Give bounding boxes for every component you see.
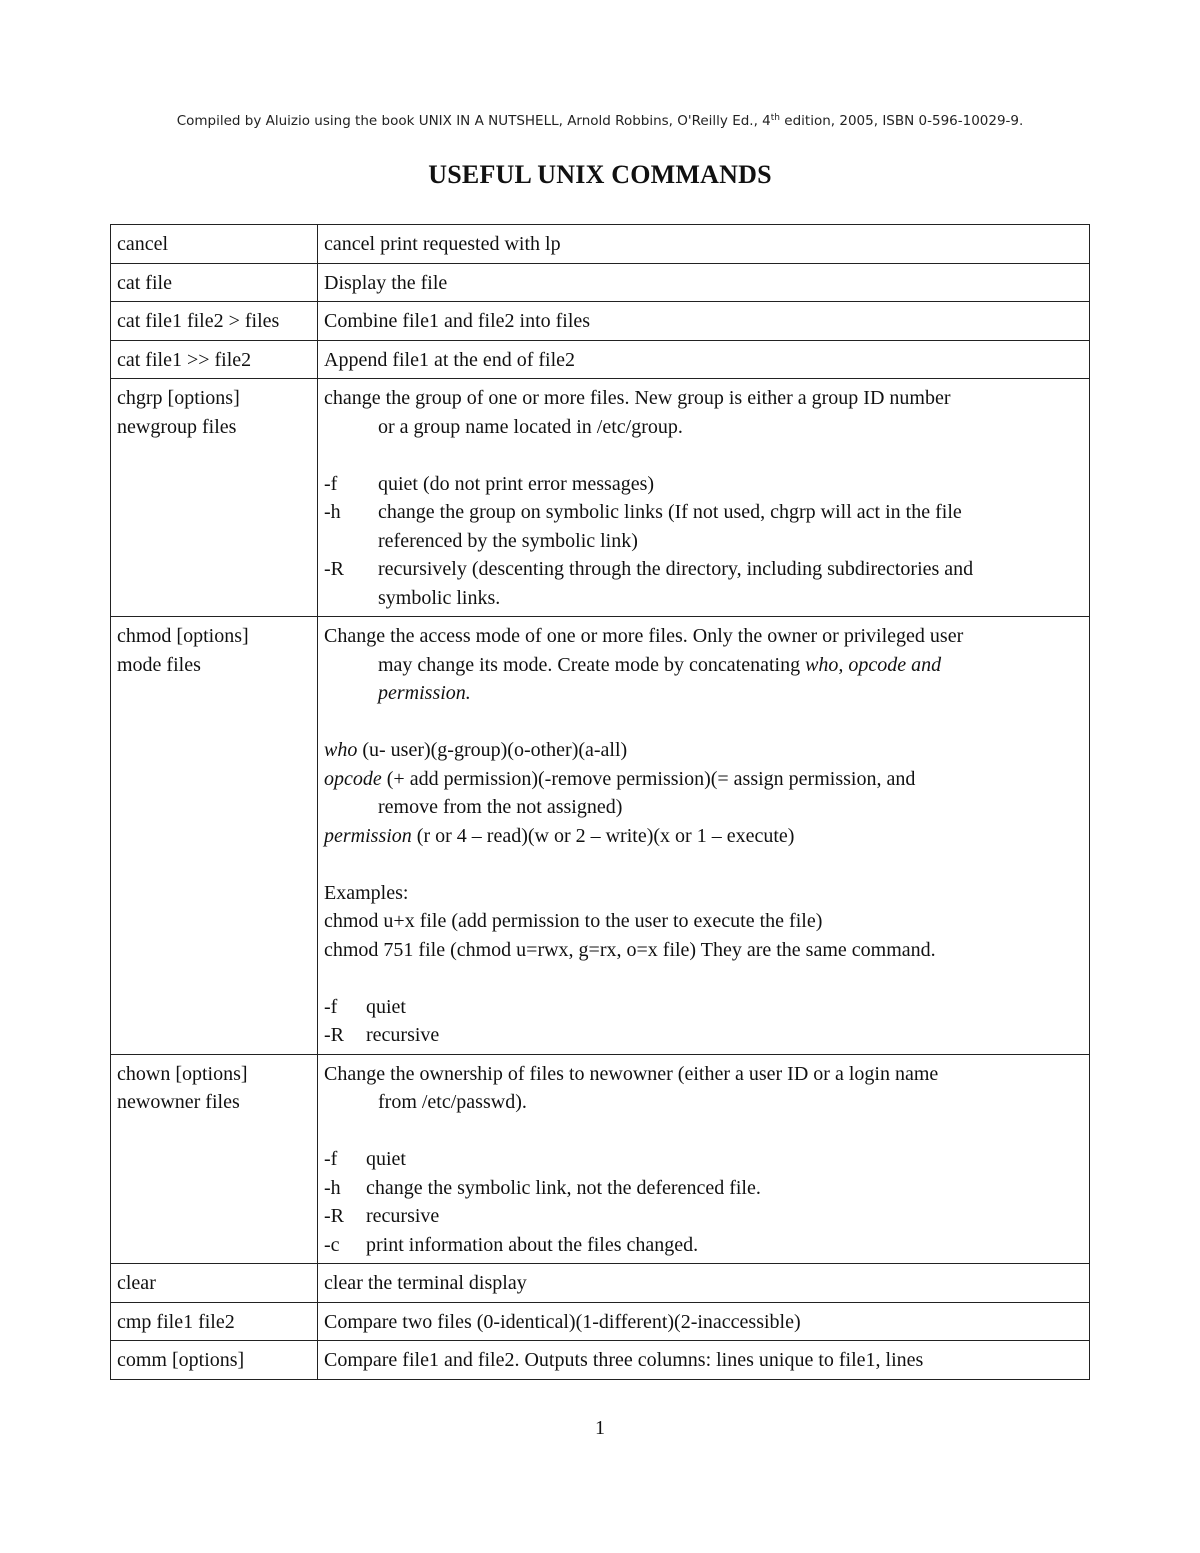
option-description: quiet	[366, 1148, 406, 1170]
option-line	[324, 1231, 1083, 1260]
command-cell	[111, 225, 318, 264]
command-text: mode files	[117, 653, 201, 676]
command-text: comm [options]	[117, 1349, 245, 1371]
option-flag: -f	[324, 1148, 338, 1170]
command-text: chown [options]	[117, 1062, 248, 1085]
description-text: change the group of one or more files. New group is either a group ID number	[324, 387, 951, 409]
command-text: cat file1 file2 > files	[117, 310, 280, 332]
example-text: chmod 751 file (chmod u=rwx, g=rx, o=x file) They are the same command.	[324, 938, 936, 961]
description-text: cancel print requested with lp	[324, 233, 561, 255]
description-line	[324, 679, 1083, 708]
table-row	[111, 225, 1090, 264]
opcode-description: remove from the not assigned)	[378, 796, 623, 818]
description-text: Append file1 at the end of file2	[324, 348, 576, 371]
command-text: cancel	[117, 233, 169, 255]
option-description: change the symbolic link, not the deferenced file.	[366, 1176, 761, 1199]
description-text: Combine file1 and file2 into files	[324, 310, 591, 332]
command-cell	[111, 1264, 318, 1303]
command-text: newgroup files	[117, 415, 237, 438]
command-text: clear	[117, 1272, 156, 1294]
opcode-description: (+ add permission)(-remove permission)(= assign permission, and	[381, 767, 916, 790]
description-italic: who, opcode and	[805, 653, 942, 676]
option-flag: -R	[324, 1024, 344, 1046]
option-flag: -c	[324, 1233, 340, 1256]
who-line	[324, 736, 1083, 765]
permission-label: permission	[324, 824, 412, 847]
examples-label: Examples:	[324, 881, 409, 904]
option-line	[324, 470, 1083, 499]
option-description: change the group on symbolic links (If not used, chgrp will act in the file	[378, 501, 962, 523]
option-line	[324, 1174, 1083, 1203]
description-text: may change its mode. Create mode by concatenating	[378, 653, 806, 676]
command-text: cat file1 >> file2	[117, 348, 252, 371]
table-row	[111, 1302, 1090, 1341]
command-cell	[111, 263, 318, 302]
description-cell	[318, 340, 1090, 379]
option-description: quiet (do not print error messages)	[378, 472, 655, 495]
description-cell	[318, 263, 1090, 302]
permission-line	[324, 822, 1083, 851]
option-flag: -f	[324, 472, 338, 495]
command-text: chgrp [options]	[117, 387, 240, 409]
option-description: referenced by the symbolic link)	[378, 529, 638, 552]
option-description: symbolic links.	[378, 586, 501, 609]
option-line	[324, 1145, 1083, 1174]
page-number: 1	[595, 1417, 605, 1439]
description-text: Change the access mode of one or more files. Only the owner or privileged user	[324, 625, 964, 647]
description-text: Display the file	[324, 271, 448, 294]
description-text: from /etc/passwd).	[378, 1091, 527, 1113]
description-cell	[318, 225, 1090, 264]
header-note-text: Compiled by Aluizio using the book UNIX IN A NUTSHELL, Arnold Robbins, O'Reilly Ed., 4	[176, 113, 771, 129]
command-text: cat file	[117, 271, 172, 294]
description-text: or a group name located in /etc/group.	[378, 415, 683, 438]
option-description: print information about the files changed.	[366, 1233, 699, 1256]
command-text: chmod [options]	[117, 625, 249, 647]
description-text: clear the terminal display	[324, 1272, 527, 1294]
table-row	[111, 263, 1090, 302]
description-text: Compare two files (0-identical)(1-different)(2-inaccessible)	[324, 1310, 801, 1333]
table-row	[111, 1054, 1090, 1264]
option-line	[324, 1021, 1083, 1050]
table-row	[111, 379, 1090, 617]
description-italic: permission.	[378, 682, 471, 704]
table-row	[111, 1341, 1090, 1380]
description-cell	[318, 1264, 1090, 1303]
command-cell	[111, 340, 318, 379]
description-cell	[318, 379, 1090, 617]
option-description: recursively (descenting through the directory, including subdirectories and	[378, 558, 974, 580]
command-cell	[111, 1054, 318, 1264]
header-note-text-end: edition, 2005, ISBN 0-596-10029-9.	[780, 113, 1024, 129]
command-text: cmp file1 file2	[117, 1310, 235, 1333]
option-line	[324, 993, 1083, 1022]
page-title: USEFUL UNIX COMMANDS	[428, 160, 772, 189]
option-description: recursive	[366, 1205, 440, 1227]
command-cell	[111, 1341, 318, 1380]
description-text: Compare file1 and file2. Outputs three columns: lines unique to file1, lines	[324, 1349, 924, 1371]
permission-description: (r or 4 – read)(w or 2 – write)(x or 1 – execute)	[411, 824, 795, 847]
option-flag: -R	[324, 1205, 344, 1227]
option-flag: -h	[324, 501, 341, 523]
option-flag: -h	[324, 1176, 341, 1199]
description-cell	[318, 617, 1090, 1055]
description-line	[324, 651, 1083, 680]
header-note-superscript: th	[770, 113, 781, 123]
command-cell	[111, 617, 318, 1055]
option-line	[324, 555, 1083, 584]
opcode-label: opcode	[324, 767, 382, 790]
option-flag: -R	[324, 558, 344, 580]
table-row	[111, 302, 1090, 341]
table-row	[111, 1264, 1090, 1303]
commands-table	[110, 224, 1090, 1380]
command-text: newowner files	[117, 1091, 240, 1113]
description-cell	[318, 1341, 1090, 1380]
option-line	[324, 498, 1083, 527]
table-row	[111, 340, 1090, 379]
header-note	[0, 113, 1200, 129]
opcode-line	[324, 765, 1083, 794]
description-text: Change the ownership of files to newowner (either a user ID or a login name	[324, 1062, 939, 1085]
description-cell	[318, 1054, 1090, 1264]
option-line	[324, 1202, 1083, 1231]
who-label: who	[324, 739, 358, 761]
example-text: chmod u+x file (add permission to the user to execute the file)	[324, 910, 823, 932]
command-cell	[111, 302, 318, 341]
description-cell	[318, 302, 1090, 341]
option-description: quiet	[366, 995, 406, 1018]
description-cell	[318, 1302, 1090, 1341]
who-description: (u- user)(g-group)(o-other)(a-all)	[357, 739, 628, 761]
option-flag: -f	[324, 995, 338, 1018]
command-cell	[111, 379, 318, 617]
option-description: recursive	[366, 1024, 440, 1046]
table-row	[111, 617, 1090, 1055]
command-cell	[111, 1302, 318, 1341]
